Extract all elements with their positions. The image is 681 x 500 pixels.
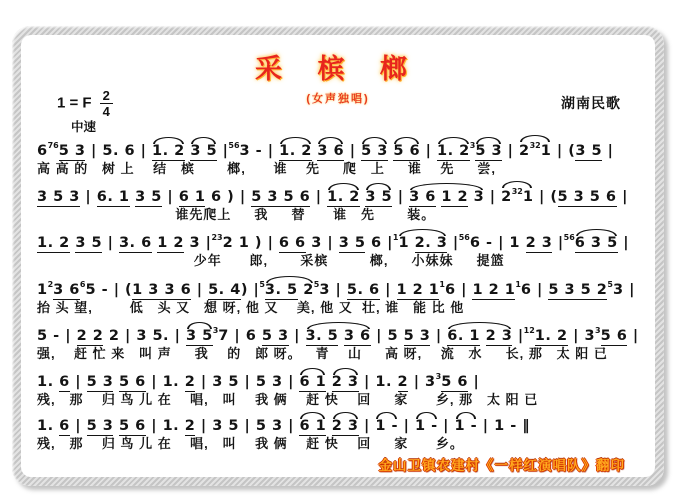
notation-line: $6^{76}5$ 3 | 5. 6 | 1. 2 3 5 $|^{56}3$ - | 1. 2 3 6 | 5 3 5 6 | 1. $2^35$ 3 | $2^{32}1$ | (3 5 | (37, 141, 614, 159)
key-signature-text: 1 = F (57, 94, 92, 112)
music-system (37, 225, 639, 269)
lyrics-line: 强, 赶 忙 来 叫 声 我 的 郎 呀。 青 山 高 呀, 流 水 长, 那 太 阳 已 (37, 345, 608, 361)
lyrics-line: 少年 郎, 采槟 榔, 小妹妹 提篮 (37, 253, 505, 269)
time-signature-denominator: 4 (102, 104, 110, 119)
music-system (37, 364, 639, 408)
music-system (37, 179, 639, 223)
time-signature-numerator: 2 (100, 89, 113, 104)
song-subtitle: (女声独唱) (306, 93, 370, 105)
song-title: 采 槟 榔 (254, 54, 421, 84)
music-system (37, 133, 639, 177)
notation-line: 1. 6 | 5 3 5 6 | 1. 2 | 3 5 | 5 3 | 6 1 2 3 | 1 - | 1 - | 1 - | 1 - ‖ (37, 418, 531, 435)
time-signature (100, 89, 113, 118)
reprint-credit: 金山卫镇农建村《一样红演唱队》翻印 (378, 458, 625, 474)
notation-line: $1^23$ $6^65$ - | (1 3 3 6 | 5. 4) $|^53$. 5 $2^53$ | 5. 6 | 1 2 $1^16$ | 1 2 $1^16$ | 5 3 5 $2^53$ | (37, 279, 635, 298)
lyrics-line: 残, 那 归 鸟 儿 在 唱, 叫 我 俩 赶 快 回 家 乡。 (37, 436, 464, 452)
notation-line: 5 - | 2 2 2 | 3 5. | 3 $5^37$ | 6 5 3 | 3. 5 3 6 | 5 5 3 | 6. 1 2 3 $|^{12}1$. 2 | $3^35$ 6 | (37, 325, 639, 344)
score-header (37, 47, 639, 133)
lyrics-line: 高 高 的 树 上 结 槟 榔, 谁 先 爬 上 谁 先 尝, (37, 160, 497, 176)
lyrics-line: 抬 头 望, 低 头 又 想 呀, 他 又 美, 他 又 壮, 谁 能 比 他 (37, 299, 465, 315)
tempo-marking: 中速 (71, 120, 97, 134)
music-system (37, 410, 639, 452)
notation-line: 3 5 3 | 6. 1 3 5 | 6 1 6 ) | 5 3 5 6 | 1. 2 3 5 | 3 6 1 2 3 | $2^{32}1$ | (5 3 5 6 | (37, 187, 628, 206)
page-frame (12, 26, 664, 486)
notation-line: 1. 6 | 5 3 5 6 | 1. 2 | 3 5 | 5 3 | 6 1 2 3 | 1. 2 | $3^35$ 6 | (37, 371, 480, 390)
notation-line: 1. 2 3 5 | 3. 6 1 2 3 $|^{23}2$ 1 ) | 6 6 3 | 3 5 6 $|^11$ 2. 3 $|^{56}6$ - | 1 2 3 $|^{56}6$ 3 5 | (37, 233, 630, 252)
song-source: 湖南民歌 (561, 95, 621, 111)
lyrics-line: 谁先爬上 我 替 谁 先 装。 (37, 207, 436, 223)
key-signature (57, 89, 113, 118)
music-systems (37, 133, 639, 452)
score-page (21, 35, 655, 477)
music-system (37, 318, 639, 362)
lyrics-line: 残, 那 归 鸟 儿 在 唱, 叫 我 俩 赶 快 回 家 乡, 那 太 阳 已 (37, 391, 539, 407)
music-system (37, 272, 639, 316)
